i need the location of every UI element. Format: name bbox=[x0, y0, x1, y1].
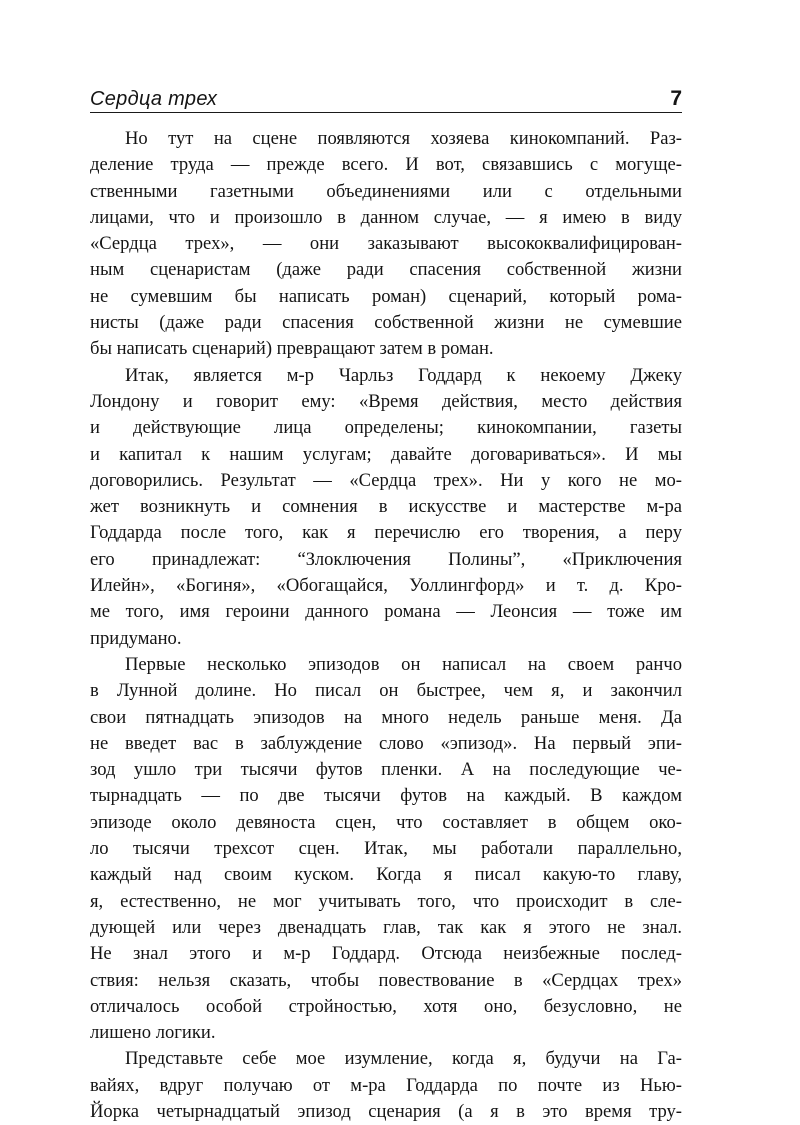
text-line: Годдарда после того, как я перечислю его творения, а перу bbox=[90, 522, 682, 544]
text-line: Но тут на сцене появляются хозяева кинокомпаний. Раз- bbox=[125, 128, 682, 149]
text-line: каждый над своим куском. Когда я писал какую-то главу, bbox=[90, 864, 682, 886]
text-line: Представьте себе мое изумление, когда я, будучи на Га- bbox=[125, 1048, 682, 1070]
text-line: ственными газетными объединениями или с отдельными bbox=[90, 180, 682, 202]
text-line: «Сердца трех», — они заказывают высококвалифицирован- bbox=[90, 233, 682, 255]
text-line: ме того, имя героини данного романа — Леонсия — тоже им bbox=[90, 601, 682, 623]
text-line: Итак, является м-р Чарльз Годдард к некоему Джеку bbox=[125, 364, 682, 386]
paragraph bbox=[90, 652, 682, 1046]
text-line: его принадлежат: “Злоключения Полины”, «Приключения bbox=[90, 548, 682, 570]
text-line: лицами, что и произошло в данном случае, — я имею в виду bbox=[90, 206, 682, 228]
text-line: бы написать сценарий) превращают затем в роман. bbox=[90, 338, 494, 360]
text-line: Илейн», «Богиня», «Обогащайся, Уоллингфорд» и т. д. Кро- bbox=[90, 575, 682, 597]
text-line: отличалось особой стройностью, хотя оно, безусловно, не bbox=[90, 995, 682, 1017]
text-line: свои пятнадцать эпизодов на много недель раньше меня. Да bbox=[90, 706, 682, 728]
text-line: и капитал к нашим услугам; давайте договариваться». И мы bbox=[90, 443, 682, 465]
text-line: эпизоде около девяноста сцен, что составляет в общем око- bbox=[90, 811, 682, 833]
text-line: я, естественно, не мог учитывать того, что происходит в сле- bbox=[90, 890, 682, 912]
text-line: жет возникнуть и сомнения в искусстве и мастерстве м-ра bbox=[90, 496, 682, 518]
text-line: Йорка четырнадцатый эпизод сценария (а я в это время тру- bbox=[90, 1100, 682, 1122]
text-line: Первые несколько эпизодов он написал на своем ранчо bbox=[125, 653, 682, 675]
text-line: тырнадцать — по две тысячи футов на каждый. В каждом bbox=[90, 785, 682, 807]
paragraph bbox=[90, 363, 682, 652]
book-page bbox=[90, 78, 682, 1125]
text-line: вайях, вдруг получаю от м-ра Годдарда по почте из Нью- bbox=[90, 1074, 682, 1096]
page-number: 7 bbox=[670, 87, 682, 110]
text-line: дующей или через двенадцать глав, так как я этого не знал. bbox=[90, 916, 682, 938]
body-text bbox=[90, 126, 682, 1125]
text-line: лишено логики. bbox=[90, 1022, 216, 1044]
text-line: нисты (даже ради спасения собственной жизни не сумевшие bbox=[90, 312, 682, 334]
text-line: зод ушло три тысячи футов пленки. А на последующие че- bbox=[90, 759, 682, 781]
text-line: придумано. bbox=[90, 627, 182, 649]
text-line: ствия: нельзя сказать, чтобы повествование в «Сердцах трех» bbox=[90, 969, 682, 991]
paragraph bbox=[90, 126, 682, 363]
text-line: деление труда — прежде всего. И вот, связавшись с могуще- bbox=[90, 154, 682, 176]
text-line: не сумевшим бы написать роман) сценарий, который рома- bbox=[90, 285, 682, 307]
text-line: Лондону и говорит ему: «Время действия, место действия bbox=[90, 390, 682, 412]
running-header bbox=[90, 78, 682, 113]
running-title: Сердца трех bbox=[90, 88, 218, 110]
text-line: ным сценаристам (даже ради спасения собственной жизни bbox=[90, 259, 682, 281]
paragraph bbox=[90, 1046, 682, 1125]
text-line: ло тысячи трехсот сцен. Итак, мы работали параллельно, bbox=[90, 838, 682, 860]
text-line: договорились. Результат — «Сердца трех». Ни у кого не мо- bbox=[90, 469, 682, 491]
text-line: не введет вас в заблуждение слово «эпизод». На первый эпи- bbox=[90, 732, 682, 754]
text-line: Не знал этого и м-р Годдард. Отсюда неизбежные послед- bbox=[90, 943, 682, 965]
text-line: и действующие лица определены; кинокомпании, газеты bbox=[90, 417, 682, 439]
text-line: в Лунной долине. Но писал он быстрее, чем я, и закончил bbox=[90, 680, 682, 702]
